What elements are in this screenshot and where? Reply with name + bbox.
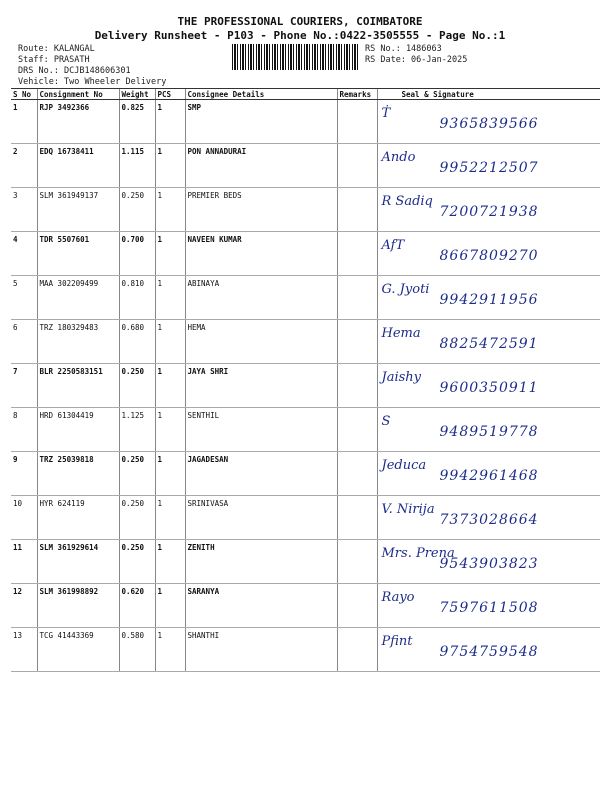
serial-number: 12: [11, 584, 37, 628]
consignee-name: ZENITH: [185, 540, 337, 584]
pieces-count: 1: [155, 144, 185, 188]
signature-name: S: [381, 414, 391, 429]
consignment-number: TCG 41443369: [37, 628, 119, 672]
signature-phone: 7597611508: [439, 600, 539, 616]
remarks-cell: [337, 144, 377, 188]
table-row: [11, 540, 600, 584]
barcode: [232, 44, 360, 70]
signature-cell: [377, 628, 600, 672]
signature-phone: 9952212507: [439, 160, 539, 176]
drs-info: DRS No.: DCJB148606301: [18, 66, 131, 76]
weight-value: 0.700: [119, 232, 155, 276]
signature-phone: 9942911956: [439, 292, 539, 308]
serial-number: 11: [11, 540, 37, 584]
table-row: [11, 320, 600, 364]
remarks-cell: [337, 232, 377, 276]
consignment-number: SLM 361949137: [37, 188, 119, 232]
pieces-count: 1: [155, 452, 185, 496]
consignment-number: TRZ 180329483: [37, 320, 119, 364]
signature-phone: 9942961468: [439, 468, 539, 484]
serial-number: 6: [11, 320, 37, 364]
weight-value: 0.580: [119, 628, 155, 672]
serial-number: 1: [11, 100, 37, 144]
signature-name: Ando: [381, 150, 416, 165]
weight-value: 1.115: [119, 144, 155, 188]
consignment-number: BLR 2250583151: [37, 364, 119, 408]
signature-phone: 7200721938: [439, 204, 539, 220]
pieces-count: 1: [155, 232, 185, 276]
serial-number: 13: [11, 628, 37, 672]
remarks-cell: [337, 628, 377, 672]
pieces-count: 1: [155, 584, 185, 628]
consignment-number: HYR 624119: [37, 496, 119, 540]
consignee-name: PON ANNADURAI: [185, 144, 337, 188]
remarks-cell: [337, 188, 377, 232]
weight-value: 0.250: [119, 452, 155, 496]
consignee-name: JAGADESAN: [185, 452, 337, 496]
serial-number: 8: [11, 408, 37, 452]
remarks-cell: [337, 320, 377, 364]
signature-cell: [377, 144, 600, 188]
table-row: [11, 188, 600, 232]
remarks-cell: [337, 496, 377, 540]
signature-name: Jaishy: [381, 370, 422, 385]
rs-date: RS Date: 06-Jan-2025: [365, 55, 468, 65]
weight-value: 1.125: [119, 408, 155, 452]
signature-name: G. Jyoti: [381, 282, 430, 297]
signature-name: Hema: [381, 326, 421, 341]
weight-value: 0.250: [119, 540, 155, 584]
signature-cell: [377, 188, 600, 232]
column-header: Weight: [119, 89, 155, 100]
table-row: [11, 408, 600, 452]
table-row: [11, 496, 600, 540]
signature-name: Mrs. Prena: [381, 546, 455, 561]
signature-phone: 9489519778: [439, 424, 539, 440]
rs-number: RS No.: 1486063: [365, 44, 442, 54]
table-row: [11, 232, 600, 276]
serial-number: 7: [11, 364, 37, 408]
consignment-number: RJP 3492366: [37, 100, 119, 144]
remarks-cell: [337, 276, 377, 320]
serial-number: 9: [11, 452, 37, 496]
document-subtitle: Delivery Runsheet - P103 - Phone No.:0422-3505555 - Page No.:1: [94, 29, 506, 42]
serial-number: 10: [11, 496, 37, 540]
weight-value: 0.250: [119, 364, 155, 408]
serial-number: 4: [11, 232, 37, 276]
consignment-number: HRD 61304419: [37, 408, 119, 452]
table-row: [11, 276, 600, 320]
signature-cell: [377, 320, 600, 364]
column-header: Consignment No: [37, 89, 119, 100]
signature-phone: 9754759548: [439, 644, 539, 660]
column-header: Consignee Details: [185, 89, 337, 100]
weight-value: 0.680: [119, 320, 155, 364]
consignment-number: MAA 302209499: [37, 276, 119, 320]
runsheet-table: [11, 88, 600, 672]
remarks-cell: [337, 100, 377, 144]
consignee-name: SARANYA: [185, 584, 337, 628]
signature-cell: [377, 408, 600, 452]
signature-cell: [377, 540, 600, 584]
signature-name: V. Nirija: [381, 502, 435, 517]
consignment-number: EDQ 16738411: [37, 144, 119, 188]
consignment-number: SLM 361929614: [37, 540, 119, 584]
signature-name: Rayo: [381, 590, 415, 605]
weight-value: 0.620: [119, 584, 155, 628]
weight-value: 0.250: [119, 188, 155, 232]
pieces-count: 1: [155, 276, 185, 320]
signature-name: R Sadiq: [381, 194, 433, 209]
column-header: Seal & Signature: [377, 89, 600, 100]
pieces-count: 1: [155, 364, 185, 408]
signature-name: Jeduca: [381, 458, 427, 473]
signature-cell: [377, 364, 600, 408]
signature-cell: [377, 452, 600, 496]
table-row: [11, 364, 600, 408]
remarks-cell: [337, 540, 377, 584]
serial-number: 3: [11, 188, 37, 232]
remarks-cell: [337, 452, 377, 496]
remarks-cell: [337, 584, 377, 628]
signature-name: Pfint: [381, 634, 413, 649]
table-row: [11, 584, 600, 628]
consignee-name: NAVEEN KUMAR: [185, 232, 337, 276]
column-header: S No: [11, 89, 37, 100]
table-header-row: [11, 89, 600, 100]
pieces-count: 1: [155, 628, 185, 672]
consignee-name: SHANTHI: [185, 628, 337, 672]
consignee-name: HEMA: [185, 320, 337, 364]
pieces-count: 1: [155, 320, 185, 364]
signature-cell: [377, 276, 600, 320]
signature-cell: [377, 100, 600, 144]
route-info: Route: KALANGAL: [18, 44, 95, 54]
weight-value: 0.250: [119, 496, 155, 540]
serial-number: 2: [11, 144, 37, 188]
consignment-number: TRZ 25039818: [37, 452, 119, 496]
signature-phone: 9365839566: [439, 116, 539, 132]
consignee-name: SRINIVASA: [185, 496, 337, 540]
consignee-name: SENTHIL: [185, 408, 337, 452]
consignment-number: TDR 5507601: [37, 232, 119, 276]
pieces-count: 1: [155, 496, 185, 540]
consignee-name: PREMIER BEDS: [185, 188, 337, 232]
consignee-name: JAYA SHRI: [185, 364, 337, 408]
consignment-number: SLM 361998892: [37, 584, 119, 628]
signature-phone: 7373028664: [439, 512, 539, 528]
pieces-count: 1: [155, 188, 185, 232]
signature-cell: [377, 496, 600, 540]
pieces-count: 1: [155, 408, 185, 452]
pieces-count: 1: [155, 540, 185, 584]
serial-number: 5: [11, 276, 37, 320]
signature-cell: [377, 584, 600, 628]
column-header: PCS: [155, 89, 185, 100]
signature-phone: 9543903823: [439, 556, 539, 572]
table-row: [11, 144, 600, 188]
remarks-cell: [337, 408, 377, 452]
table-row: [11, 100, 600, 144]
weight-value: 0.825: [119, 100, 155, 144]
signature-phone: 8667809270: [439, 248, 539, 264]
weight-value: 0.810: [119, 276, 155, 320]
document-title: THE PROFESSIONAL COURIERS, COIMBATORE: [177, 15, 423, 28]
signature-cell: [377, 232, 600, 276]
table-row: [11, 628, 600, 672]
consignee-name: SMP: [185, 100, 337, 144]
table-row: [11, 452, 600, 496]
column-header: Remarks: [337, 89, 377, 100]
pieces-count: 1: [155, 100, 185, 144]
signature-name: Ṫ: [381, 106, 391, 121]
vehicle-info: Vehicle: Two Wheeler Delivery: [18, 77, 167, 87]
staff-info: Staff: PRASATH: [18, 55, 90, 65]
remarks-cell: [337, 364, 377, 408]
signature-name: AfT: [381, 238, 405, 253]
signature-phone: 8825472591: [439, 336, 539, 352]
consignee-name: ABINAYA: [185, 276, 337, 320]
signature-phone: 9600350911: [439, 380, 539, 396]
